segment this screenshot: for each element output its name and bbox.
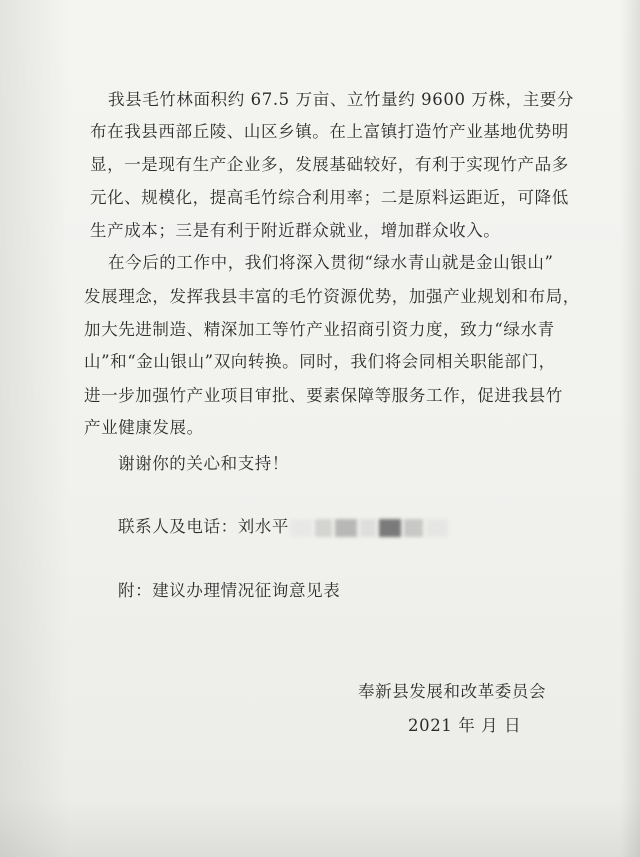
body-line-6: 在今后的工作中，我们将深入贯彻“绿水青山就是金山银山”	[108, 253, 554, 272]
body-line-9: 山”和“金山银山”双向转换。同时，我们将会同相关职能部门，	[84, 352, 556, 371]
thanks-line: 谢谢你的关心和支持！	[118, 454, 289, 473]
body-line-8: 加大先进制造、精深加工等竹产业招商引资力度，致力“绿水青	[84, 320, 555, 339]
body-line-1: 我县毛竹林面积约 67.5 万亩、立竹量约 9600 万株，主要分	[108, 90, 575, 109]
body-line-2: 布在我县西部丘陵、山区乡镇。在上富镇打造竹产业基地优势明	[90, 122, 569, 141]
contact-line: 联系人及电话：刘水平	[118, 517, 289, 536]
body-line-11: 产业健康发展。	[84, 418, 204, 437]
body-line-10: 进一步加强竹产业项目审批、要素保障等服务工作，促进我县竹	[84, 386, 563, 405]
attachment-line: 附：建议办理情况征询意见表	[118, 581, 341, 600]
body-line-3: 显，一是现有生产企业多，发展基础较好，有利于实现竹产品多	[90, 155, 569, 174]
body-line-4: 元化、规模化，提高毛竹综合利用率；二是原料运距近，可降低	[90, 188, 569, 207]
signature-organization: 奉新县发展和改革委员会	[358, 682, 547, 701]
signature-date: 2021 年 月 日	[408, 716, 522, 735]
body-line-5: 生产成本；三是有利于附近群众就业，增加群众收入。	[90, 221, 501, 240]
redacted-phone-number	[290, 513, 448, 543]
body-line-7: 发展理念，发挥我县丰富的毛竹资源优势，加强产业规划和布局，	[84, 287, 580, 306]
